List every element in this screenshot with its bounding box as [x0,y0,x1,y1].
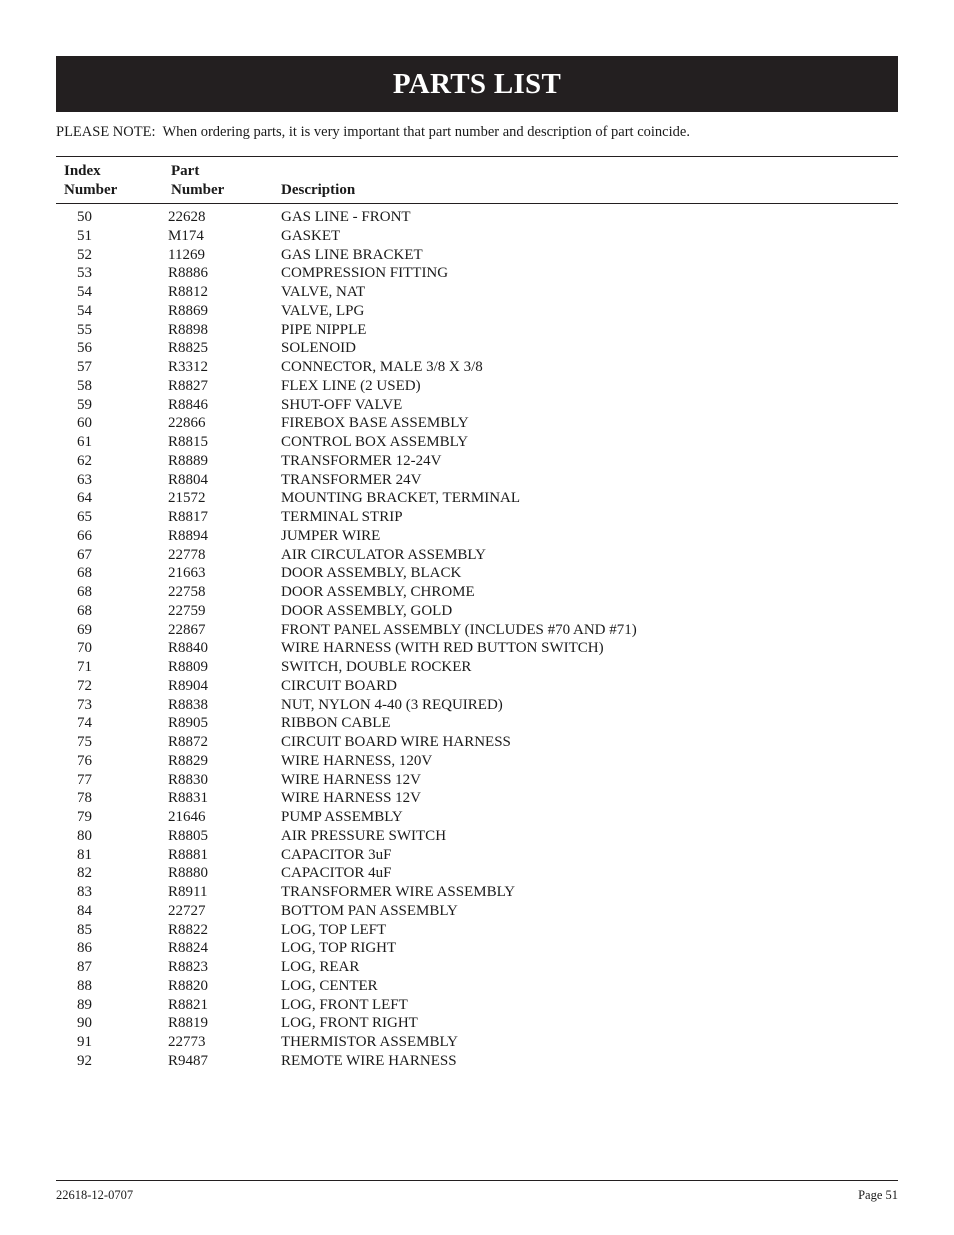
part-number-cell: R8904 [168,677,209,694]
table-row [0,302,954,321]
part-number-cell: R8825 [168,340,209,357]
part-number-cell: R8872 [168,734,209,750]
index-number-cell: 87 [77,959,92,975]
table-row [0,677,954,696]
description-cell: THERMISTOR ASSEMBLY [281,1034,459,1050]
description-cell: LOG, FRONT LEFT [281,996,408,1013]
description-cell: DOOR ASSEMBLY, CHROME [281,584,475,600]
part-number-cell: R8838 [168,696,209,713]
part-number-cell: 22866 [168,415,206,432]
table-row [0,264,954,283]
part-number-cell: R8894 [168,527,209,544]
index-number-cell: 67 [77,546,92,563]
index-number-cell: 88 [77,977,92,994]
part-number-cell: 22759 [168,602,206,619]
part-number-cell: R8812 [168,284,209,300]
description-cell: LOG, TOP LEFT [281,921,387,938]
table-row [0,414,954,433]
table-header [0,162,954,202]
footer-rule [56,1180,898,1181]
index-number-cell: 72 [77,677,92,694]
index-number-cell: 92 [77,1052,92,1069]
index-number-cell: 90 [77,1015,92,1032]
description-cell: CIRCUIT BOARD WIRE HARNESS [281,734,511,750]
description-cell: SWITCH, DOUBLE ROCKER [281,659,472,675]
part-number-cell: 22773 [168,1034,206,1050]
description-cell: LOG, FRONT RIGHT [281,1015,418,1032]
table-row [0,208,954,227]
part-number-cell: R8822 [168,921,209,938]
table-row [0,1052,954,1071]
index-number-cell: 74 [77,715,92,732]
table-row [0,602,954,621]
table-row [0,733,954,752]
table-row [0,696,954,715]
table-row [0,846,954,865]
table-row [0,864,954,883]
part-number-cell: R8815 [168,434,209,450]
description-cell: GAS LINE - FRONT [281,209,411,225]
index-number-cell: 71 [77,659,92,675]
part-number-cell: 22867 [168,621,206,638]
index-number-cell: 68 [77,602,92,619]
table-row [0,471,954,490]
document-number: 22618-12-0707 [56,1188,134,1202]
page-number: Page 51 [858,1188,898,1202]
index-number-cell: 68 [77,584,92,600]
description-cell: SHUT-OFF VALVE [281,396,403,413]
index-number-cell: 54 [77,284,92,300]
part-number-cell: R8846 [168,396,209,413]
description-cell: TRANSFORMER WIRE ASSEMBLY [281,884,516,900]
description-cell: JUMPER WIRE [281,527,381,544]
part-number-cell: R8817 [168,509,209,525]
table-row [0,621,954,640]
index-number-cell: 85 [77,921,92,938]
description-cell: DOOR ASSEMBLY, GOLD [281,602,453,619]
part-number-cell: 21663 [168,565,206,582]
table-row [0,339,954,358]
description-cell: WIRE HARNESS 12V [281,790,422,807]
table-row [0,283,954,302]
table-row [0,827,954,846]
description-cell: TRANSFORMER 24V [281,471,422,488]
part-header-line2: Number [171,182,225,198]
part-header-line1: Part [171,163,200,179]
part-number-cell: R8809 [168,659,209,675]
part-number-cell: 22758 [168,584,206,600]
table-row [0,358,954,377]
part-number-cell: R8820 [168,977,209,994]
part-number-cell: R8898 [168,321,209,338]
part-number-cell: M174 [168,227,204,244]
description-cell: NUT, NYLON 4-40 (3 REQUIRED) [281,696,503,713]
description-cell: AIR CIRCULATOR ASSEMBLY [281,546,486,563]
table-row [0,902,954,921]
table-row [0,921,954,940]
description-cell: CONNECTOR, MALE 3/8 X 3/8 [281,359,483,375]
description-cell: GASKET [281,227,341,244]
description-cell: WIRE HARNESS 12V [281,771,422,788]
description-cell: VALVE, NAT [281,284,366,300]
index-number-cell: 63 [77,471,92,488]
table-row [0,808,954,827]
index-number-cell: 51 [77,227,92,244]
index-number-cell: 60 [77,415,92,432]
index-number-cell: 68 [77,565,92,582]
index-number-cell: 50 [77,209,92,225]
parts-table-body [0,208,954,1071]
index-number-cell: 64 [77,490,92,507]
index-number-header [64,162,117,200]
table-row [0,227,954,246]
index-number-cell: 89 [77,996,92,1013]
index-number-cell: 73 [77,696,92,713]
index-number-cell: 59 [77,396,92,413]
description-cell: CIRCUIT BOARD [281,677,397,694]
table-row [0,996,954,1015]
table-row [0,527,954,546]
description-cell: WIRE HARNESS (WITH RED BUTTON SWITCH) [281,640,604,657]
part-number-cell: 22628 [168,209,206,225]
index-number-cell: 62 [77,452,92,469]
index-number-cell: 86 [77,940,92,957]
title-bar [56,56,898,112]
part-number-cell: 21646 [168,809,206,825]
index-number-cell: 70 [77,640,92,657]
index-number-cell: 52 [77,246,92,263]
table-row [0,377,954,396]
index-number-cell: 80 [77,827,92,844]
index-number-cell: 82 [77,865,92,882]
table-row [0,958,954,977]
part-number-cell: 21572 [168,490,206,507]
description-cell: LOG, TOP RIGHT [281,940,397,957]
description-cell: DOOR ASSEMBLY, BLACK [281,565,462,582]
table-row [0,489,954,508]
part-number-cell: R8819 [168,1015,209,1032]
part-number-cell: R8869 [168,302,209,319]
part-number-cell: R8886 [168,265,209,282]
description-cell: VALVE, LPG [281,302,365,319]
description-cell: TRANSFORMER 12-24V [281,452,442,469]
table-row [0,752,954,771]
part-number-cell: R8821 [168,996,209,1013]
description-cell: CONTROL BOX ASSEMBLY [281,434,469,450]
part-number-cell: R8804 [168,471,209,488]
index-number-cell: 65 [77,509,92,525]
part-number-cell: R3312 [168,359,209,375]
index-number-cell: 69 [77,621,92,638]
table-header-rule [56,203,898,204]
part-number-cell: R8905 [168,715,209,732]
index-number-cell: 56 [77,340,92,357]
table-row [0,977,954,996]
description-cell: SOLENOID [281,340,356,357]
index-number-cell: 57 [77,359,92,375]
index-number-cell: 75 [77,734,92,750]
table-row [0,1014,954,1033]
table-row [0,1033,954,1052]
description-cell: CAPACITOR 3uF [281,846,392,863]
table-row [0,771,954,790]
description-cell: REMOTE WIRE HARNESS [281,1052,457,1069]
part-number-cell: R8880 [168,865,209,882]
part-number-cell: R9487 [168,1052,209,1069]
description-cell: TERMINAL STRIP [281,509,403,525]
part-number-cell: R8911 [168,884,208,900]
table-row [0,789,954,808]
description-cell: AIR PRESSURE SWITCH [281,827,447,844]
description-cell: GAS LINE BRACKET [281,246,423,263]
part-number-cell: R8831 [168,790,209,807]
index-number-cell: 53 [77,265,92,282]
index-number-cell: 66 [77,527,92,544]
table-top-rule [56,156,898,157]
part-number-cell: 11269 [168,246,205,263]
description-cell: RIBBON CABLE [281,715,391,732]
table-row [0,714,954,733]
part-number-cell: R8830 [168,771,209,788]
table-row [0,508,954,527]
description-cell: WIRE HARNESS, 120V [281,752,433,769]
part-number-cell: R8881 [168,846,209,863]
part-number-cell: R8823 [168,959,209,975]
table-row [0,658,954,677]
description-cell: PUMP ASSEMBLY [281,809,403,825]
index-number-cell: 83 [77,884,92,900]
index-number-cell: 58 [77,377,92,394]
index-number-cell: 76 [77,752,92,769]
description-cell: LOG, CENTER [281,977,378,994]
part-number-cell: R8824 [168,940,209,957]
table-row [0,396,954,415]
page-title: PARTS LIST [392,67,562,100]
part-number-cell: R8805 [168,827,209,844]
table-row [0,639,954,658]
description-cell: LOG, REAR [281,959,360,975]
part-number-cell: 22778 [168,546,206,563]
description-cell: COMPRESSION FITTING [281,265,449,282]
description-cell: FIREBOX BASE ASSEMBLY [281,415,469,432]
part-number-cell: 22727 [168,902,206,919]
part-number-cell: R8889 [168,452,209,469]
index-number-cell: 54 [77,302,92,319]
description-cell: PIPE NIPPLE [281,321,367,338]
table-row [0,546,954,565]
part-number-cell: R8840 [168,640,209,657]
part-number-cell: R8829 [168,752,209,769]
index-number-cell: 78 [77,790,92,807]
description-cell: FRONT PANEL ASSEMBLY (INCLUDES #70 AND #71) [281,621,637,638]
description-header: Description [281,182,356,198]
index-header-line1: Index [64,163,101,179]
description-cell: CAPACITOR 4uF [281,865,392,882]
part-number-cell: R8827 [168,377,209,394]
index-number-cell: 84 [77,902,92,919]
index-number-cell: 79 [77,809,92,825]
index-number-cell: 81 [77,846,92,863]
description-cell: FLEX LINE (2 USED) [281,377,421,394]
index-header-line2: Number [64,182,118,198]
table-row [0,583,954,602]
index-number-cell: 91 [77,1034,92,1050]
table-row [0,433,954,452]
ordering-note: PLEASE NOTE: When ordering parts, it is very important that part number and description of part coincide. [56,124,690,140]
table-row [0,564,954,583]
description-cell: BOTTOM PAN ASSEMBLY [281,902,458,919]
table-row [0,452,954,471]
part-number-header [171,162,224,200]
table-row [0,939,954,958]
index-number-cell: 61 [77,434,92,450]
index-number-cell: 77 [77,771,92,788]
table-row [0,321,954,340]
table-row [0,246,954,265]
table-row [0,883,954,902]
index-number-cell: 55 [77,321,92,338]
description-cell: MOUNTING BRACKET, TERMINAL [281,490,521,507]
